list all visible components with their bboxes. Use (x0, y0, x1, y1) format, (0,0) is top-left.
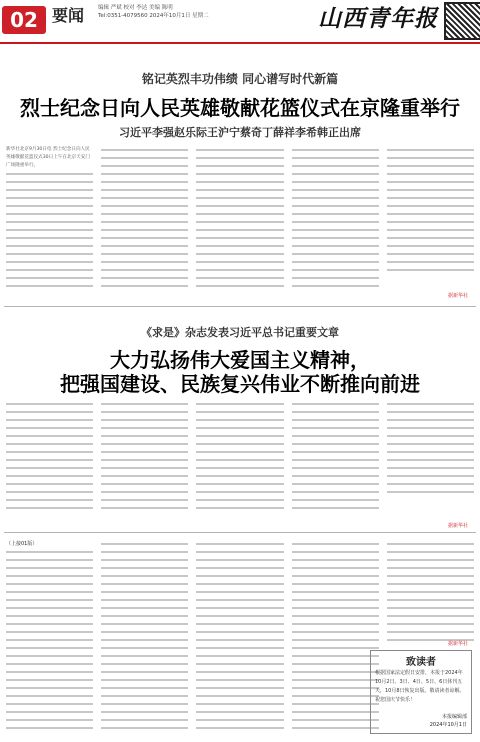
story1-headline: 烈士纪念日向人民英雄敬献花篮仪式在京隆重举行 (20, 96, 460, 120)
story1-kicker: 铭记英烈丰功伟绩 同心谱写时代新篇 (141, 72, 339, 86)
notice-box (370, 650, 472, 734)
divider (4, 306, 476, 307)
story3-column (196, 540, 283, 736)
story3-column (292, 540, 379, 736)
notice-date: 2024年10月1日 (429, 722, 467, 728)
story2-source: 据新华社 (448, 523, 469, 529)
story1-lead: 新华社北京9月30日电 烈士纪念日向人民英雄敬献花篮仪式30日上午在北京天安门广场隆重举行。 (6, 147, 90, 168)
story2-kicker: 《求是》杂志发表习近平总书记重要文章 (141, 326, 339, 339)
story3-column (6, 540, 93, 736)
story2-column (101, 400, 188, 518)
editor-credits (98, 4, 209, 20)
story1-column (292, 146, 379, 300)
notice-signature (430, 713, 467, 729)
story1-subtitle: 习近平李强赵乐际王沪宁蔡奇丁薛祥李希韩正出席 (119, 126, 361, 139)
page-number-badge: 02 (2, 6, 46, 34)
credits-line-1: 编辑 严斌 校对 李达 美编 陈明 (98, 5, 173, 11)
story1-body (6, 146, 474, 300)
story1-column (387, 146, 474, 300)
notice-signer: 本报编辑部 (441, 714, 467, 720)
header-rule (0, 42, 480, 44)
section-title: 要闻 (52, 6, 85, 25)
notice-body: 根据国家法定假日安排，本报于2024年10月2日、3日、4日、5日、6日休刊五天，10月8日恢复出版。敬请读者谅解。祝您国庆节快乐！ (375, 670, 465, 703)
story2-column (292, 400, 379, 518)
story2-body (6, 400, 474, 518)
story1-source: 据新华社 (448, 293, 469, 299)
continued-label: （上接01版） (6, 541, 38, 547)
story1-column (196, 146, 283, 300)
divider (4, 532, 476, 533)
story1-column (6, 146, 93, 300)
story3-source: 据新华社 (448, 641, 469, 647)
newspaper-masthead: 山西青年报 (318, 5, 438, 32)
story3-column (101, 540, 188, 736)
story2-headline-line-2: 把强国建设、民族复兴伟业不断推向前进 (60, 372, 420, 396)
story2-column (6, 400, 93, 518)
story2-headline-line-1: 大力弘扬伟大爱国主义精神， (110, 348, 370, 372)
story1-column (101, 146, 188, 300)
story2-column (196, 400, 283, 518)
story2-column (387, 400, 474, 518)
newspaper-header (0, 0, 480, 42)
credits-line-2: Tel:0351-4079560 2024年10月1日 星期二 (98, 13, 209, 19)
qr-code-icon (444, 2, 480, 40)
notice-title: 致读者 (406, 657, 436, 668)
